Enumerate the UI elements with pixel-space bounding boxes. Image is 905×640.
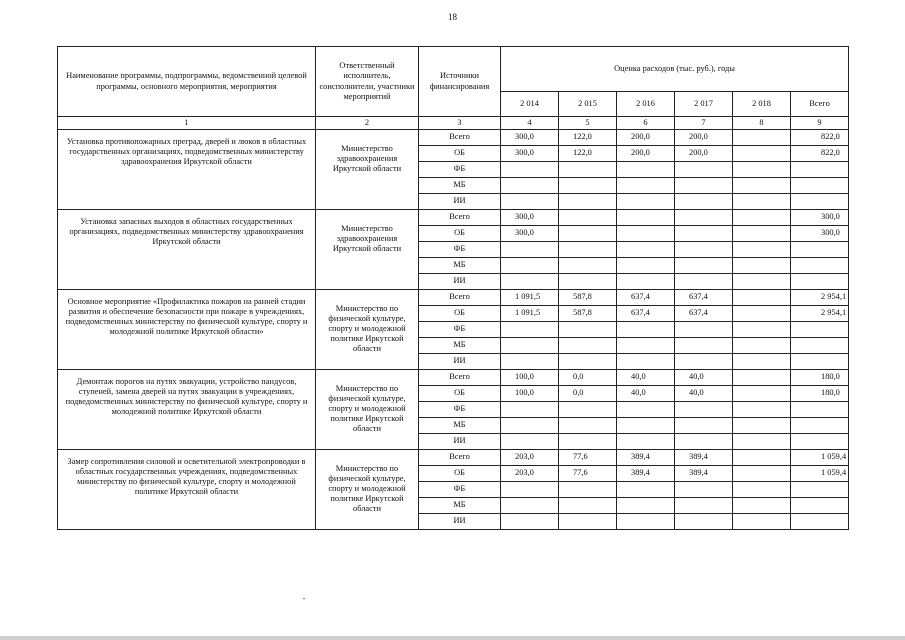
funding-source: ФБ bbox=[419, 482, 501, 498]
activity-name: Основное мероприятие «Профилактика пожаров на ранней стадии развития и обеспечение безопасности при пожаре в учреждениях, подведомственных министерству по физической культуре, спорту и молодежной политике Иркутской области» bbox=[58, 290, 316, 370]
activity-name: Установка противопожарных преград, дверей и люков в областных государственных организациях, подведомственных министерству здравоохранения Иркутской области bbox=[58, 130, 316, 210]
column-index: 7 bbox=[675, 117, 733, 130]
year-value bbox=[675, 322, 733, 338]
year-value: 203,0 bbox=[501, 466, 559, 482]
year-value: 300,0 bbox=[501, 226, 559, 242]
year-value bbox=[733, 194, 791, 210]
table-row bbox=[58, 370, 849, 386]
funding-source: ОБ bbox=[419, 306, 501, 322]
header-expenditure-estimate: Оценка расходов (тыс. руб.), годы bbox=[501, 47, 849, 92]
total-value bbox=[791, 418, 849, 434]
year-value: 300,0 bbox=[501, 146, 559, 162]
year-value bbox=[559, 274, 617, 290]
year-value bbox=[617, 210, 675, 226]
header-funding-source: Источники финансирования bbox=[419, 47, 501, 117]
year-value: 637,4 bbox=[617, 306, 675, 322]
page-number: 18 bbox=[448, 12, 457, 22]
year-value bbox=[501, 162, 559, 178]
year-value: 200,0 bbox=[675, 130, 733, 146]
year-value bbox=[675, 274, 733, 290]
total-value: 1 059,4 bbox=[791, 450, 849, 466]
year-value bbox=[675, 162, 733, 178]
year-value bbox=[733, 258, 791, 274]
year-value bbox=[501, 338, 559, 354]
total-value: 2 954,1 bbox=[791, 306, 849, 322]
year-value bbox=[675, 258, 733, 274]
year-value: 122,0 bbox=[559, 146, 617, 162]
year-value bbox=[733, 514, 791, 530]
year-value bbox=[559, 418, 617, 434]
year-value: 203,0 bbox=[501, 450, 559, 466]
year-value bbox=[617, 258, 675, 274]
year-value bbox=[559, 258, 617, 274]
year-value bbox=[559, 354, 617, 370]
year-value bbox=[559, 210, 617, 226]
year-value bbox=[559, 482, 617, 498]
year-value bbox=[675, 402, 733, 418]
year-value: 1 091,5 bbox=[501, 290, 559, 306]
year-value bbox=[559, 242, 617, 258]
year-value bbox=[733, 386, 791, 402]
funding-source: ОБ bbox=[419, 466, 501, 482]
header-year: 2 014 bbox=[501, 92, 559, 117]
year-value bbox=[501, 354, 559, 370]
header-year: 2 018 bbox=[733, 92, 791, 117]
year-value bbox=[675, 498, 733, 514]
year-value bbox=[617, 226, 675, 242]
year-value bbox=[559, 338, 617, 354]
year-value bbox=[617, 498, 675, 514]
funding-source: Всего bbox=[419, 290, 501, 306]
total-value: 300,0 bbox=[791, 226, 849, 242]
year-value bbox=[501, 194, 559, 210]
year-value: 40,0 bbox=[617, 370, 675, 386]
year-value bbox=[617, 242, 675, 258]
year-value bbox=[559, 514, 617, 530]
activity-name: Демонтаж порогов на путях эвакуации, устройство пандусов, ступеней, замена дверей на путях эвакуации в учреждениях, подведомственных министерству по физической культуре, спорту и молодежной политике Иркутской области bbox=[58, 370, 316, 450]
year-value bbox=[617, 162, 675, 178]
year-value bbox=[675, 226, 733, 242]
year-value bbox=[675, 338, 733, 354]
column-index: 6 bbox=[617, 117, 675, 130]
year-value: 0,0 bbox=[559, 386, 617, 402]
year-value: 200,0 bbox=[617, 146, 675, 162]
header-program-name: Наименование программы, подпрограммы, ведомственной целевой программы, основного мероприятия, мероприятия bbox=[58, 47, 316, 117]
responsible-executor: Министерство по физической культуре, спорту и молодежной политике Иркутской области bbox=[316, 290, 419, 370]
year-value bbox=[733, 130, 791, 146]
header-year: 2 015 bbox=[559, 92, 617, 117]
funding-source: МБ bbox=[419, 338, 501, 354]
year-value bbox=[501, 274, 559, 290]
year-value: 0,0 bbox=[559, 370, 617, 386]
total-value bbox=[791, 162, 849, 178]
year-value bbox=[617, 418, 675, 434]
funding-source: ОБ bbox=[419, 226, 501, 242]
column-index: 4 bbox=[501, 117, 559, 130]
year-value: 587,8 bbox=[559, 290, 617, 306]
year-value bbox=[733, 178, 791, 194]
expenditure-table bbox=[57, 46, 849, 530]
year-value: 100,0 bbox=[501, 370, 559, 386]
header-year: 2 016 bbox=[617, 92, 675, 117]
total-value bbox=[791, 322, 849, 338]
year-value: 300,0 bbox=[501, 210, 559, 226]
total-value bbox=[791, 274, 849, 290]
year-value: 40,0 bbox=[675, 370, 733, 386]
year-value: 40,0 bbox=[617, 386, 675, 402]
year-value: 637,4 bbox=[675, 290, 733, 306]
activity-name: Замер сопротивления силовой и осветительной электропроводки в областных государственных учреждениях, подведомственных министерству по физической культуре, спорту и молодежной политике Иркутской области bbox=[58, 450, 316, 530]
year-value: 389,4 bbox=[675, 450, 733, 466]
year-value bbox=[617, 274, 675, 290]
total-value: 180,0 bbox=[791, 370, 849, 386]
total-value: 180,0 bbox=[791, 386, 849, 402]
year-value bbox=[675, 354, 733, 370]
year-value bbox=[617, 338, 675, 354]
year-value: 40,0 bbox=[675, 386, 733, 402]
year-value bbox=[675, 242, 733, 258]
funding-source: ИИ bbox=[419, 354, 501, 370]
funding-source: ИИ bbox=[419, 274, 501, 290]
year-value: 122,0 bbox=[559, 130, 617, 146]
funding-source: ФБ bbox=[419, 162, 501, 178]
total-value bbox=[791, 178, 849, 194]
year-value bbox=[559, 226, 617, 242]
total-value bbox=[791, 354, 849, 370]
year-value bbox=[675, 482, 733, 498]
year-value: 587,8 bbox=[559, 306, 617, 322]
year-value: 200,0 bbox=[675, 146, 733, 162]
funding-source: ФБ bbox=[419, 402, 501, 418]
year-value: 77,6 bbox=[559, 450, 617, 466]
funding-source: МБ bbox=[419, 258, 501, 274]
year-value bbox=[501, 514, 559, 530]
total-value: 300,0 bbox=[791, 210, 849, 226]
total-value bbox=[791, 338, 849, 354]
year-value bbox=[675, 514, 733, 530]
year-value bbox=[733, 322, 791, 338]
column-index: 8 bbox=[733, 117, 791, 130]
funding-source: МБ bbox=[419, 418, 501, 434]
year-value: 389,4 bbox=[617, 450, 675, 466]
year-value bbox=[501, 482, 559, 498]
year-value bbox=[501, 322, 559, 338]
year-value bbox=[559, 434, 617, 450]
table-row bbox=[58, 290, 849, 306]
year-value bbox=[733, 306, 791, 322]
scan-speck bbox=[303, 598, 305, 599]
column-index: 2 bbox=[316, 117, 419, 130]
year-value bbox=[617, 402, 675, 418]
year-value bbox=[733, 162, 791, 178]
funding-source: Всего bbox=[419, 210, 501, 226]
year-value bbox=[675, 210, 733, 226]
total-value bbox=[791, 258, 849, 274]
year-value: 389,4 bbox=[617, 466, 675, 482]
total-value: 2 954,1 bbox=[791, 290, 849, 306]
table-row bbox=[58, 130, 849, 146]
header-total: Всего bbox=[791, 92, 849, 117]
year-value bbox=[501, 418, 559, 434]
year-value bbox=[617, 322, 675, 338]
year-value: 637,4 bbox=[617, 290, 675, 306]
scan-edge bbox=[0, 636, 905, 640]
year-value: 200,0 bbox=[617, 130, 675, 146]
total-value: 822,0 bbox=[791, 130, 849, 146]
column-index: 3 bbox=[419, 117, 501, 130]
funding-source: ФБ bbox=[419, 242, 501, 258]
year-value bbox=[733, 290, 791, 306]
year-value bbox=[559, 498, 617, 514]
year-value bbox=[733, 226, 791, 242]
year-value bbox=[559, 178, 617, 194]
year-value bbox=[733, 210, 791, 226]
year-value bbox=[617, 194, 675, 210]
year-value bbox=[501, 242, 559, 258]
funding-source: ФБ bbox=[419, 322, 501, 338]
responsible-executor: Министерство по физической культуре, спорту и молодежной политике Иркутской области bbox=[316, 370, 419, 450]
column-index: 1 bbox=[58, 117, 316, 130]
header-executor: Ответственный исполнитель, соисполнители, участники мероприятий bbox=[316, 47, 419, 117]
funding-source: Всего bbox=[419, 130, 501, 146]
year-value: 637,4 bbox=[675, 306, 733, 322]
year-value bbox=[501, 402, 559, 418]
year-value bbox=[733, 146, 791, 162]
total-value: 1 059,4 bbox=[791, 466, 849, 482]
funding-source: МБ bbox=[419, 498, 501, 514]
year-value bbox=[733, 402, 791, 418]
funding-source: Всего bbox=[419, 370, 501, 386]
year-value bbox=[501, 434, 559, 450]
column-index: 5 bbox=[559, 117, 617, 130]
year-value: 77,6 bbox=[559, 466, 617, 482]
funding-source: ОБ bbox=[419, 146, 501, 162]
year-value bbox=[617, 434, 675, 450]
total-value bbox=[791, 514, 849, 530]
table-row bbox=[58, 210, 849, 226]
year-value bbox=[733, 242, 791, 258]
column-index: 9 bbox=[791, 117, 849, 130]
year-value bbox=[675, 434, 733, 450]
funding-source: ОБ bbox=[419, 386, 501, 402]
header-year: 2 017 bbox=[675, 92, 733, 117]
year-value bbox=[617, 482, 675, 498]
year-value bbox=[733, 338, 791, 354]
responsible-executor: Министерство по физической культуре, спорту и молодежной политике Иркутской области bbox=[316, 450, 419, 530]
total-value bbox=[791, 434, 849, 450]
total-value bbox=[791, 402, 849, 418]
year-value: 1 091,5 bbox=[501, 306, 559, 322]
year-value bbox=[675, 178, 733, 194]
year-value bbox=[733, 418, 791, 434]
year-value bbox=[501, 498, 559, 514]
funding-source: ИИ bbox=[419, 514, 501, 530]
year-value bbox=[733, 370, 791, 386]
table-row bbox=[58, 450, 849, 466]
year-value bbox=[559, 162, 617, 178]
total-value bbox=[791, 242, 849, 258]
year-value bbox=[733, 466, 791, 482]
total-value bbox=[791, 194, 849, 210]
funding-source: Всего bbox=[419, 450, 501, 466]
year-value bbox=[733, 482, 791, 498]
year-value bbox=[617, 178, 675, 194]
year-value: 389,4 bbox=[675, 466, 733, 482]
year-value bbox=[733, 274, 791, 290]
activity-name: Установка запасных выходов в областных государственных организациях, подведомственных министерству здравоохранения Иркутской области bbox=[58, 210, 316, 290]
year-value bbox=[675, 418, 733, 434]
year-value bbox=[617, 354, 675, 370]
year-value bbox=[559, 402, 617, 418]
year-value bbox=[733, 450, 791, 466]
responsible-executor: Министерство здравоохранения Иркутской области bbox=[316, 210, 419, 290]
year-value: 100,0 bbox=[501, 386, 559, 402]
year-value bbox=[501, 258, 559, 274]
year-value bbox=[559, 322, 617, 338]
year-value bbox=[617, 514, 675, 530]
total-value bbox=[791, 498, 849, 514]
year-value bbox=[559, 194, 617, 210]
funding-source: ИИ bbox=[419, 194, 501, 210]
year-value bbox=[733, 498, 791, 514]
responsible-executor: Министерство здравоохранения Иркутской области bbox=[316, 130, 419, 210]
year-value bbox=[501, 178, 559, 194]
total-value: 822,0 bbox=[791, 146, 849, 162]
year-value bbox=[733, 434, 791, 450]
year-value bbox=[733, 354, 791, 370]
total-value bbox=[791, 482, 849, 498]
year-value bbox=[675, 194, 733, 210]
funding-source: ИИ bbox=[419, 434, 501, 450]
year-value: 300,0 bbox=[501, 130, 559, 146]
funding-source: МБ bbox=[419, 178, 501, 194]
